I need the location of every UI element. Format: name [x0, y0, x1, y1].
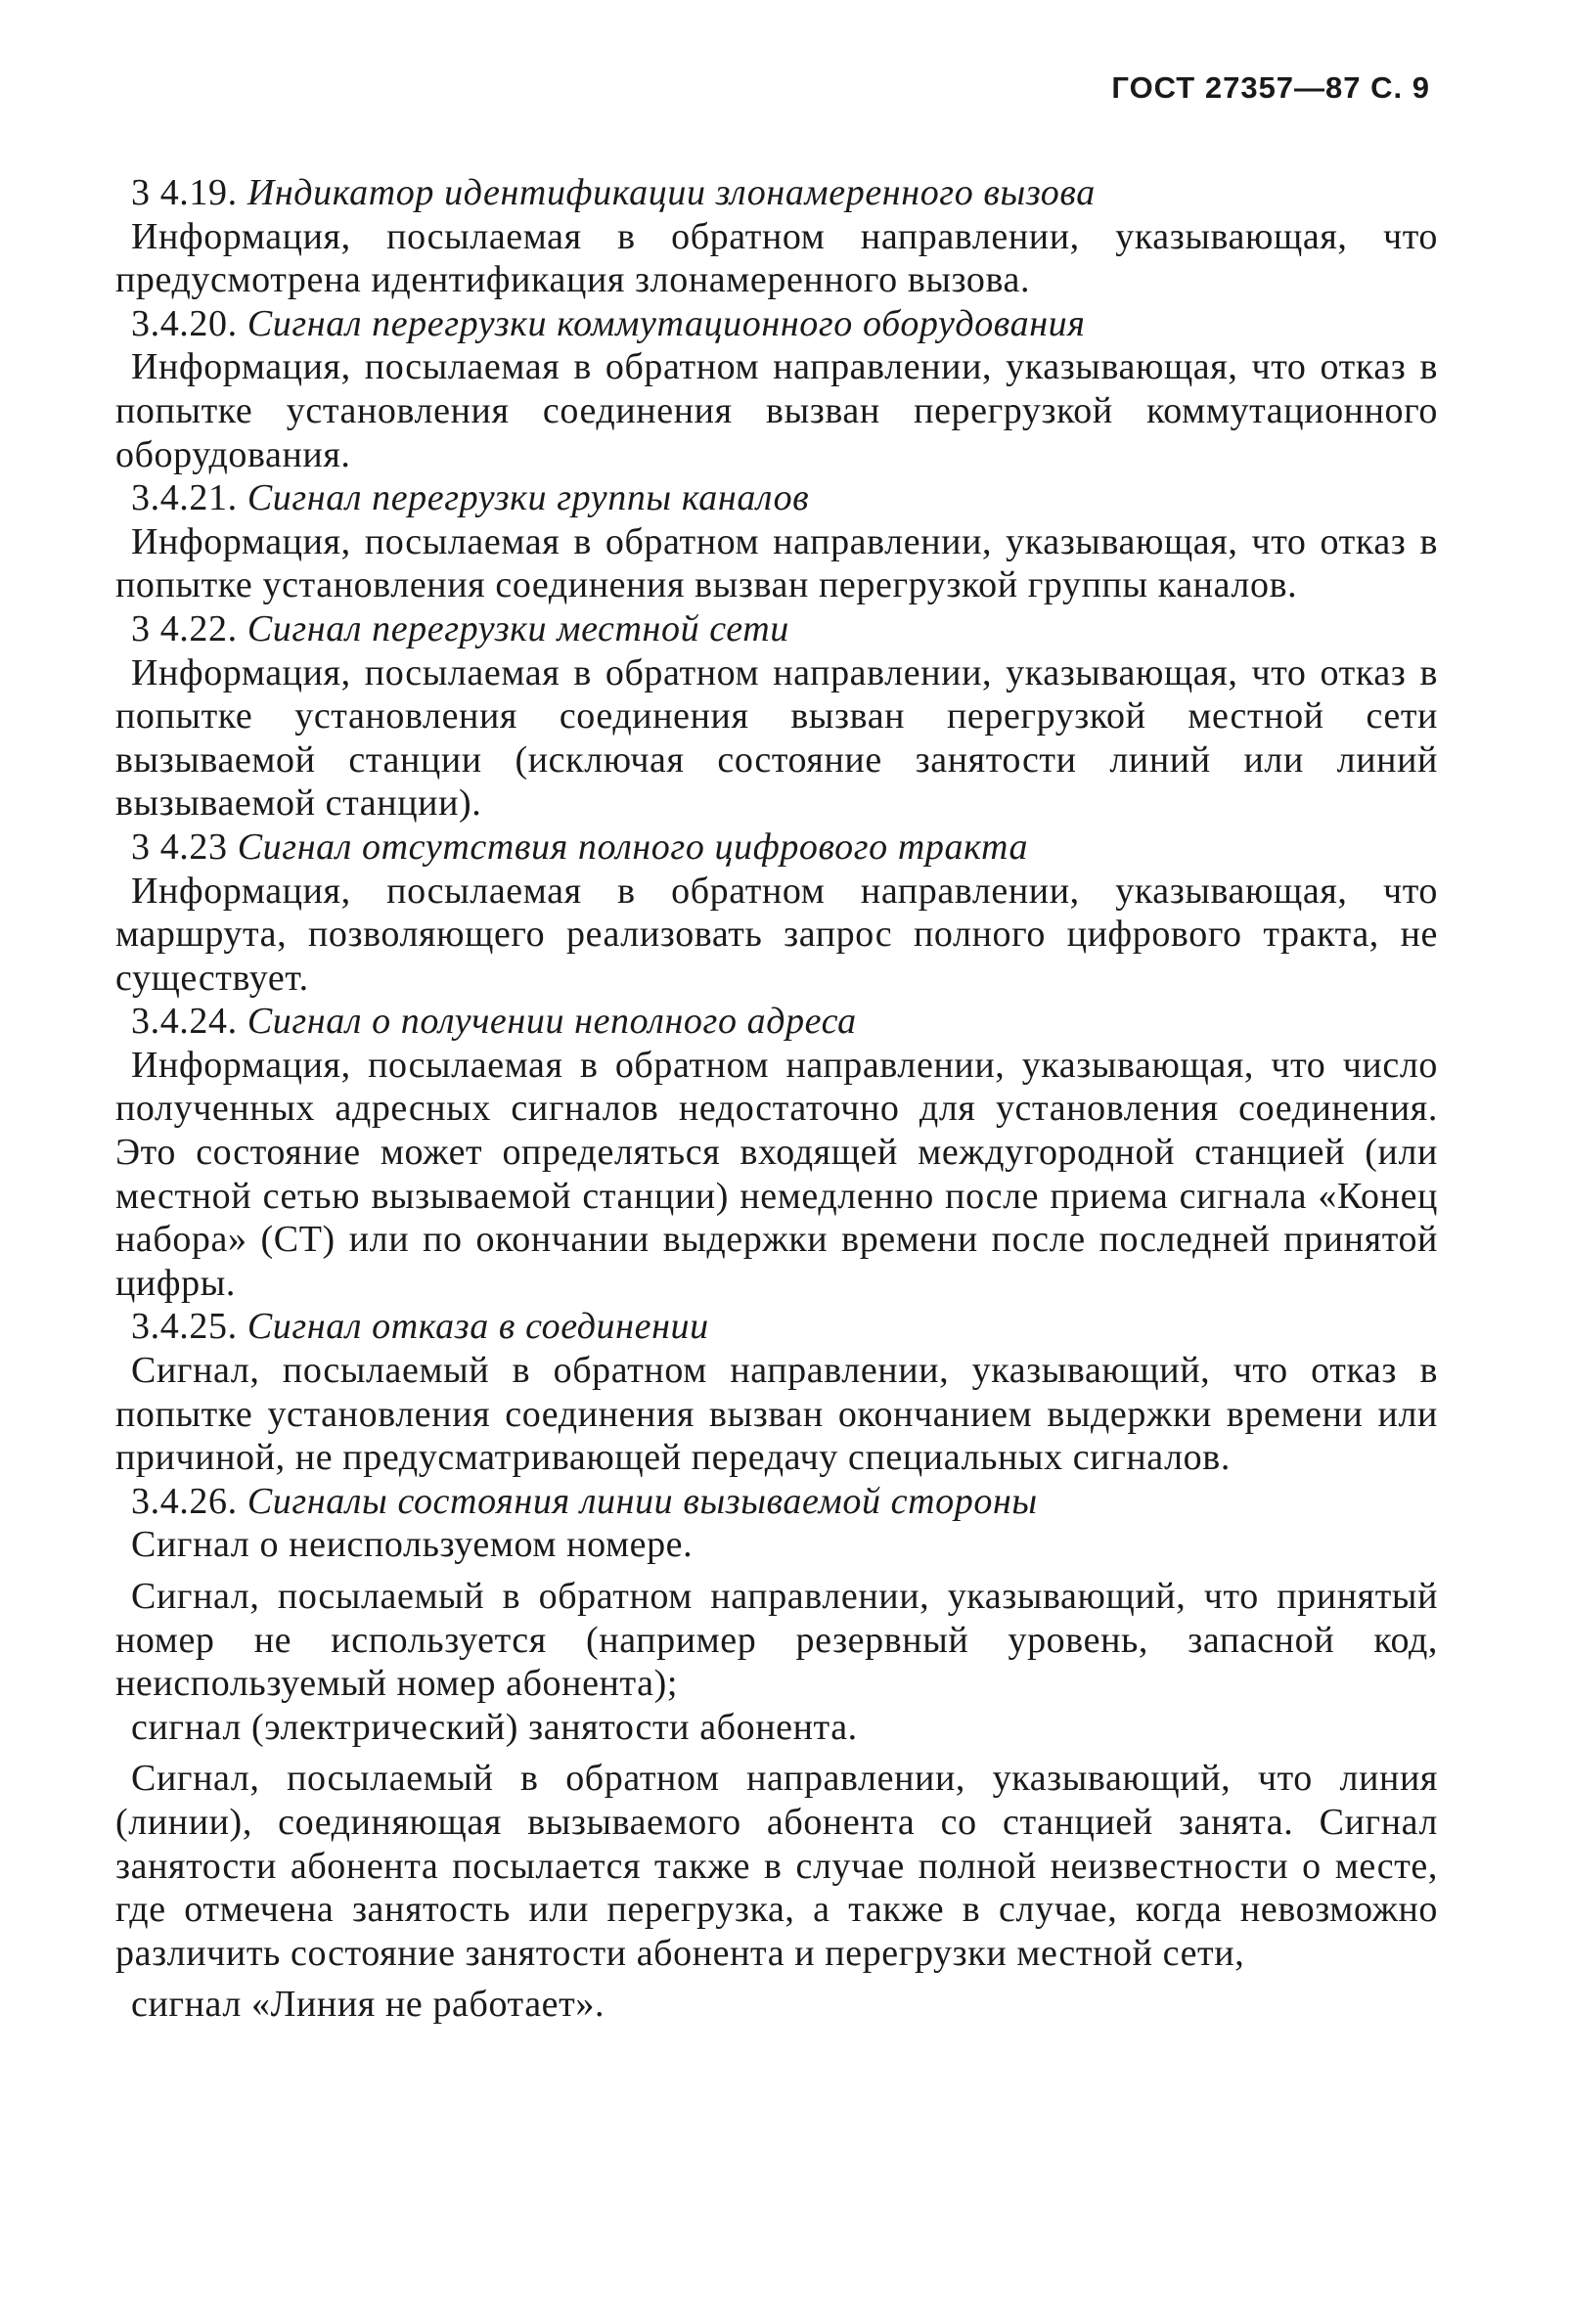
- section-heading: [115, 476, 1438, 520]
- section-number: 3.4.20.: [131, 302, 238, 344]
- section-title: Сигнал отсутствия полного цифрового тракта: [237, 826, 1029, 868]
- section-number: 3 4.22.: [131, 607, 238, 649]
- section-title: Сигналы состояния линии вызываемой стороны: [247, 1480, 1038, 1522]
- section-text: Информация, посылаемая в обратном направлении, указывающая, что предусмотрена идентификация злонамеренного вызова.: [115, 215, 1438, 301]
- section-title: Сигнал перегрузки коммутационного оборудования: [247, 302, 1086, 344]
- document-body: [115, 171, 1438, 2027]
- section-title: Сигнал перегрузки местной сети: [247, 607, 789, 649]
- section-text: Сигнал, посылаемый в обратном направлении, указывающий, что отказ в попытке установления соединения вызван окончанием выдержки времени или причиной, не предусматривающей передачу специальных сигналов.: [115, 1350, 1438, 1479]
- section-number: 3.4.24.: [131, 1001, 238, 1043]
- section-title: Индикатор идентификации злонамеренного вызова: [247, 172, 1096, 213]
- section-text: Информация, посылаемая в обратном направлении, указывающая, что отказ в попытке установления соединения вызван перегрузкой местной сети вызываемой станции (исключая состояние занятости линий или линий вызываемой станции).: [115, 651, 1438, 825]
- section-title: Сигнал отказа в соединении: [247, 1306, 709, 1348]
- section-text: Информация, посылаемая в обратном направлении, указывающая, что число полученных адресных сигналов недостаточно для установления соединения. Это состояние может определяться входящей междугородной станцией (или местной сетью вызываемой станции) немедленно после приема сигнала «Конец набора» (СТ) или по окончании выдержки времени после последней принятой цифры.: [115, 1044, 1438, 1304]
- section-text: Информация, посылаемая в обратном направлении, указывающая, что маршрута, позволяющего реализовать запрос полного цифрового тракта, не существует.: [115, 870, 1438, 999]
- section-number: 3.4.26.: [131, 1480, 238, 1522]
- section-text: сигнал (электрический) занятости абонента.: [131, 1706, 858, 1748]
- section-text: Сигнал, посылаемый в обратном направлении, указывающий, что линия (линии), соединяющая вызываемого абонента со станцией занята. Сигнал занятости абонента посылается также в случае полной неизвестности о месте, где отмечена занятость или перегрузка, а также в случае, когда невозможно различить состояние занятости абонента и перегрузки местной сети,: [115, 1758, 1438, 1974]
- section-heading: [115, 171, 1438, 215]
- section-text: сигнал «Линия не работает».: [131, 1984, 605, 2026]
- page-header: ГОСТ 27357—87 С. 9: [1111, 70, 1430, 105]
- section-heading: [115, 302, 1438, 346]
- section-number: 3 4.19.: [131, 172, 238, 213]
- section-heading: [115, 1305, 1438, 1349]
- section-heading: [115, 607, 1438, 651]
- section-number: 3.4.21.: [131, 477, 238, 519]
- section-heading: [115, 1480, 1438, 1524]
- section-text: Сигнал о неиспользуемом номере.: [131, 1524, 694, 1566]
- section-title: Сигнал о получении неполного адреса: [247, 1001, 857, 1043]
- section-number: 3.4.25.: [131, 1306, 238, 1348]
- section-title: Сигнал перегрузки группы каналов: [247, 477, 810, 519]
- section-heading: [115, 826, 1438, 870]
- section-text: Информация, посылаемая в обратном направлении, указывающая, что отказ в попытке установления соединения вызван перегрузкой группы каналов.: [115, 520, 1438, 606]
- section-heading: [115, 1000, 1438, 1044]
- section-text: Информация, посылаемая в обратном направлении, указывающая, что отказ в попытке установления соединения вызван перегрузкой коммутационного оборудования.: [115, 346, 1438, 475]
- section-number: 3 4.23: [131, 826, 228, 868]
- section-text: Сигнал, посылаемый в обратном направлении, указывающий, что принятый номер не используется (например резервный уровень, запасной код, неиспользуемый номер абонента);: [115, 1576, 1438, 1705]
